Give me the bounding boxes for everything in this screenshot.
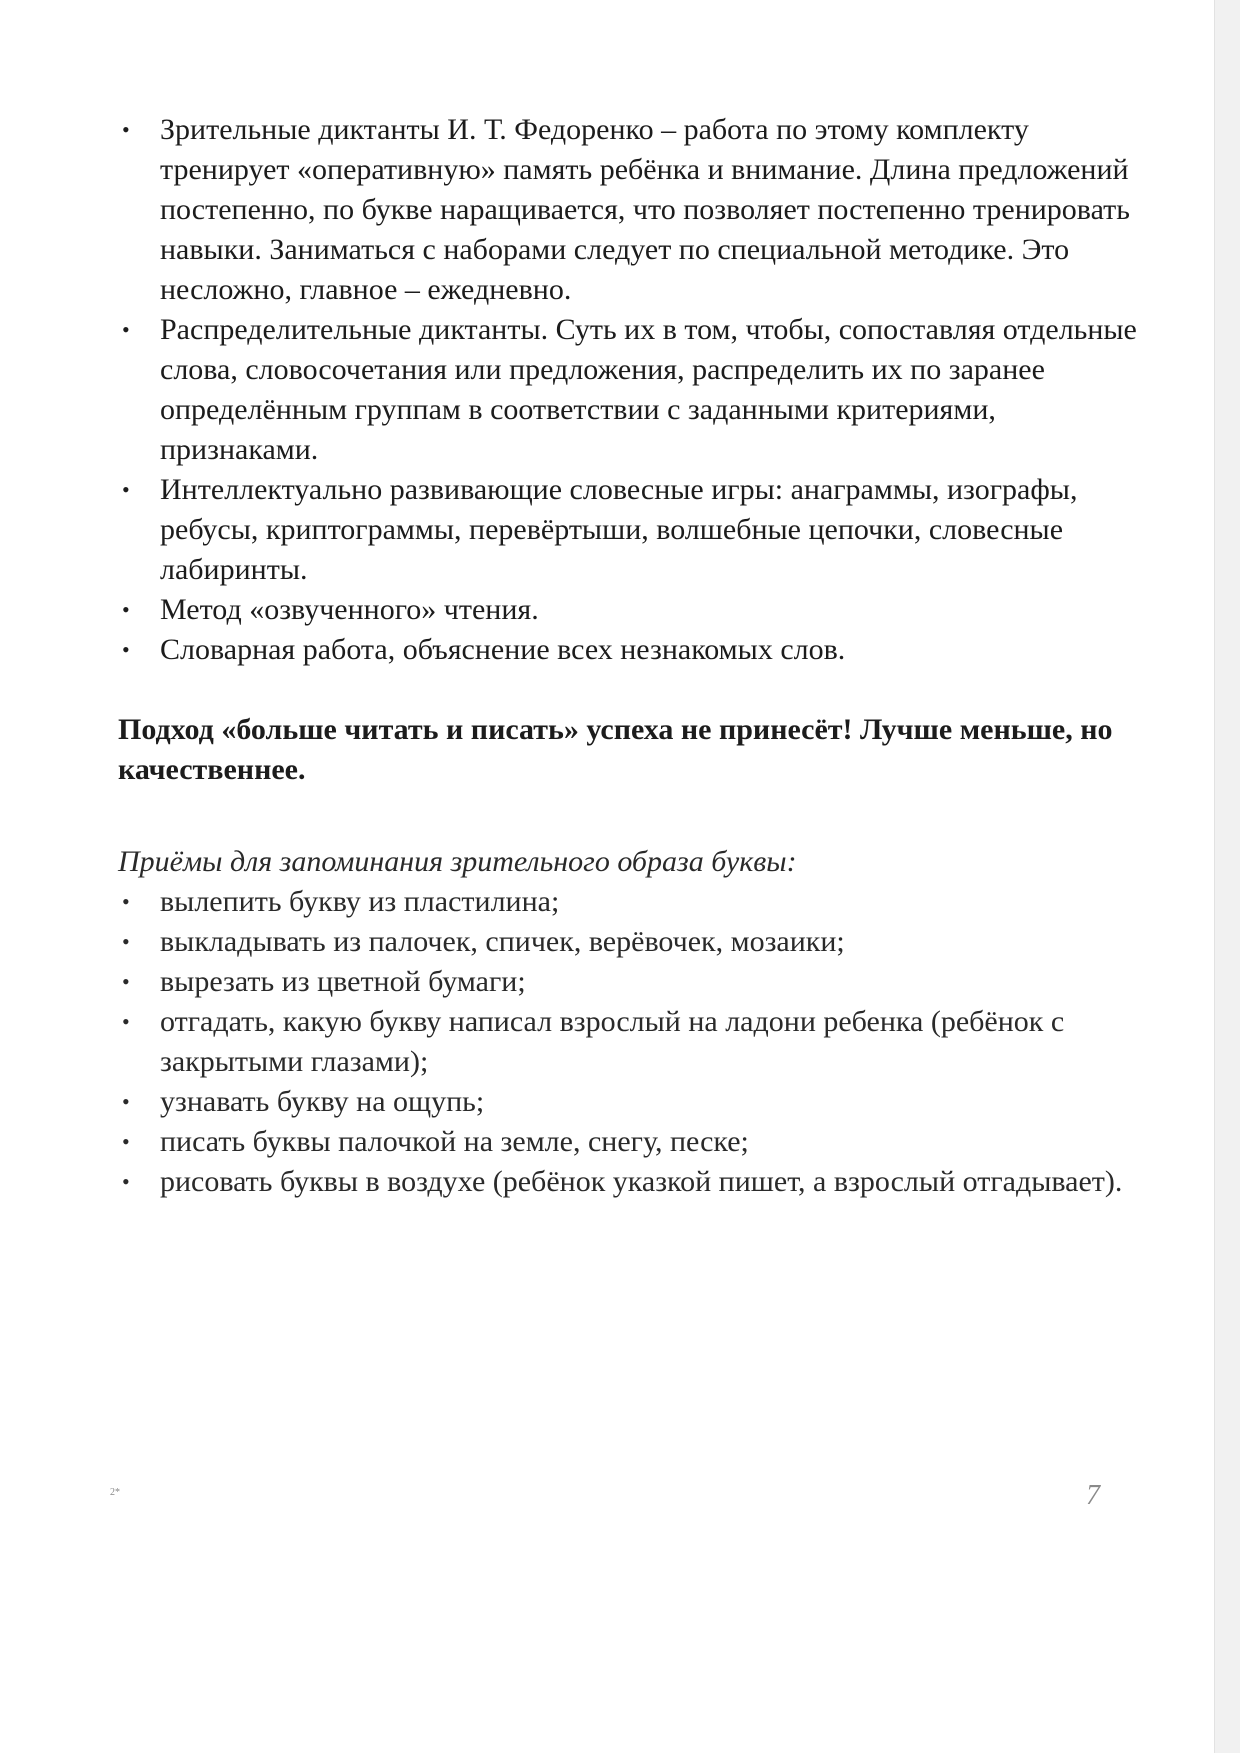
scan-mark: 2* <box>110 1487 120 1498</box>
list-item: • писать буквы палочкой на земле, снегу, песке; <box>118 1122 1138 1162</box>
list-item: • рисовать буквы в воздухе (ребёнок указкой пишет, а взрослый отгадывает). <box>118 1162 1138 1202</box>
list-item: • вырезать из цветной бумаги; <box>118 962 1138 1002</box>
methods-list <box>118 110 1138 670</box>
list-item: • отгадать, какую букву написал взрослый на ладони ребенка (ребёнок с закрытыми глазами); <box>118 1002 1138 1082</box>
list-item: • Зрительные диктанты И. Т. Федоренко – работа по этому комплекту тренирует «оперативную» память ребёнка и внимание. Длина предложений постепенно, по букве наращивается, что позволяет постепенно тренировать навыки. Заниматься с наборами следует по специальной методике. Это несложно, главное – ежедневно. <box>118 110 1138 310</box>
list-item: • вылепить букву из пластилина; <box>118 882 1138 922</box>
list-item: • Словарная работа, объяснение всех незнакомых слов. <box>118 630 1138 670</box>
list-item: • выкладывать из палочек, спичек, верёвочек, мозаики; <box>118 922 1138 962</box>
page-content <box>118 110 1138 1202</box>
list-item: • Распределительные диктанты. Суть их в том, чтобы, сопоставляя отдельные слова, словосочетания или предложения, распределить их по заранее определённым группам в соответствии с заданными критериями, признаками. <box>118 310 1138 470</box>
list-item: • Интеллектуально развивающие словесные игры: анаграммы, изографы, ребусы, криптограммы, перевёртыши, волшебные цепочки, словесные лабиринты. <box>118 470 1138 590</box>
scanned-page-edge <box>1214 0 1240 1753</box>
techniques-heading: Приёмы для запоминания зрительного образа буквы: <box>118 845 797 878</box>
list-item: • узнавать букву на ощупь; <box>118 1082 1138 1122</box>
bold-note: Подход «больше читать и писать» успеха не принесёт! Лучше меньше, но качественнее. <box>118 713 1113 786</box>
techniques-list <box>118 882 1138 1202</box>
page-number: 7 <box>1086 1480 1100 1511</box>
list-item: • Метод «озвученного» чтения. <box>118 590 1138 630</box>
